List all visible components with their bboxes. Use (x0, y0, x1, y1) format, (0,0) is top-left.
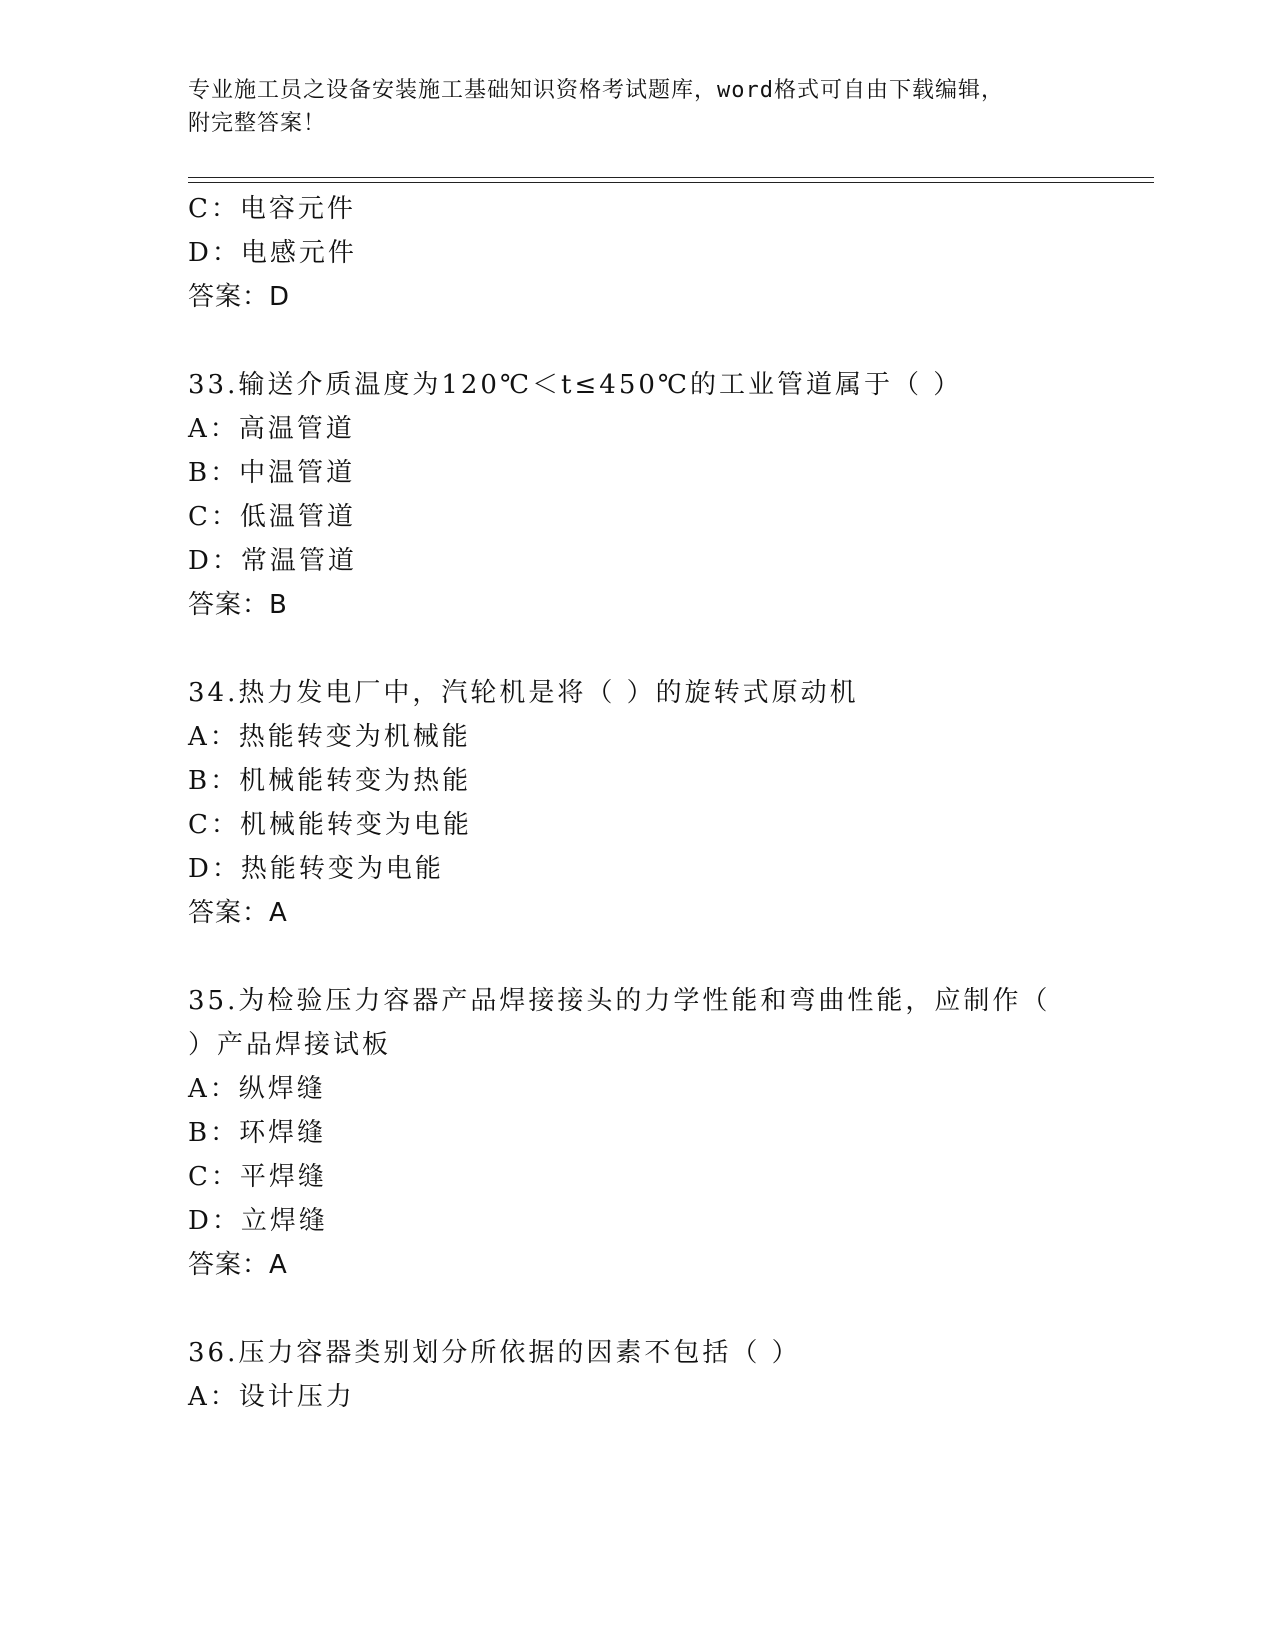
q34-stem: 34.热力发电厂中，汽轮机是将（ ）的旋转式原动机 (188, 678, 859, 708)
prev-option-c: C：电容元件 (188, 194, 356, 224)
q35-option-c: C：平焊缝 (188, 1162, 327, 1192)
prev-answer: 答案：D (188, 282, 291, 312)
header-divider-bottom (188, 182, 1154, 183)
prev-option-d: D：电感元件 (188, 238, 357, 268)
q33-option-b: B：中温管道 (188, 458, 356, 488)
q34-option-a: A：热能转变为机械能 (188, 722, 471, 752)
q36-stem: 36.压力容器类别划分所依据的因素不包括（ ） (188, 1338, 801, 1368)
q35-stem-line-1: 35.为检验压力容器产品焊接接头的力学性能和弯曲性能，应制作（ (188, 986, 1051, 1016)
q33-option-a: A：高温管道 (188, 414, 355, 444)
q33-answer: 答案：B (188, 590, 288, 620)
q33-stem: 33.输送介质温度为120℃＜t≤450℃的工业管道属于（ ） (188, 370, 963, 400)
document-header (188, 74, 1068, 140)
q35-option-b: B：环焊缝 (188, 1118, 327, 1148)
q33-option-d: D：常温管道 (188, 546, 357, 576)
header-line-2: 附完整答案！ (188, 111, 327, 136)
header-divider-top (188, 177, 1154, 178)
q34-option-c: C：机械能转变为电能 (188, 810, 472, 840)
q35-option-d: D：立焊缝 (188, 1206, 328, 1236)
q35-answer: 答案：A (188, 1250, 288, 1280)
q34-option-d: D：热能转变为电能 (188, 854, 444, 884)
header-line-1: 专业施工员之设备安装施工基础知识资格考试题库，word格式可自由下载编辑， (188, 78, 1004, 103)
q34-option-b: B：机械能转变为热能 (188, 766, 472, 796)
q35-option-a: A：纵焊缝 (188, 1074, 326, 1104)
q35-stem-line-2: ）产品焊接试板 (188, 1030, 392, 1060)
q36-option-a: A：设计压力 (188, 1382, 355, 1412)
q33-option-c: C：低温管道 (188, 502, 356, 532)
q34-answer: 答案：A (188, 898, 288, 928)
